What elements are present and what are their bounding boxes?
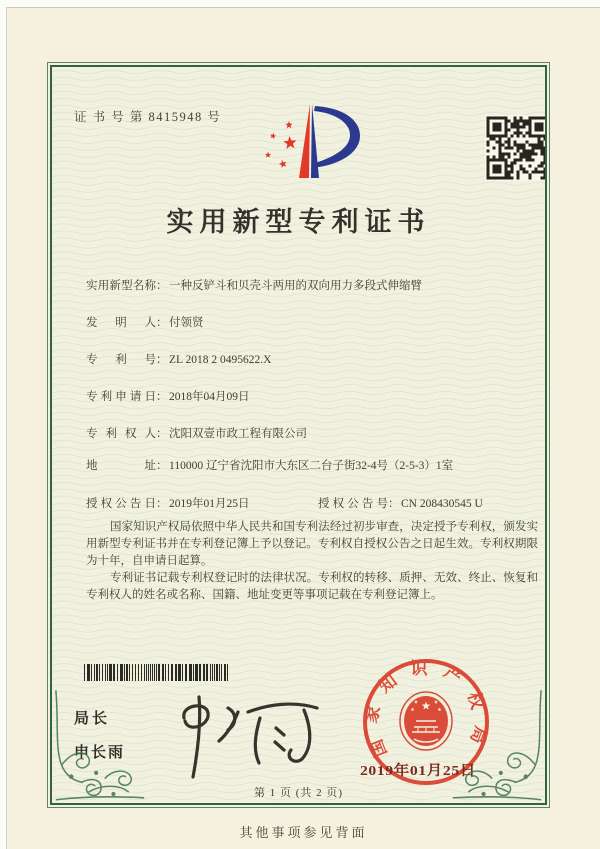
seal-emblem-icon [400,692,452,750]
seal-date: 2019年01月25日 [360,764,464,779]
field-value: 一种反铲斗和贝壳斗两用的双向用力多段式伸缩臂 [169,280,422,292]
field-label: 发明人 [86,317,156,329]
certificate-number: 证 书 号 第 8415948 号 [74,110,222,124]
field-row-patent-no [86,351,538,369]
field-label: 专利权人 [86,428,156,440]
field-row-filing-date [86,388,538,406]
commissioner-title: 局长 [74,710,111,727]
commissioner-name: 申长雨 [74,744,126,761]
logo-stars-icon [265,121,296,168]
grant-number-group [318,495,538,513]
field-value: 110000 辽宁省沈阳市大东区二台子街32-4号（2-5-3）1室 [169,460,454,472]
field-colon: ： [156,317,168,329]
field-row-grant [86,495,538,513]
field-label: 专利申请日 [86,391,156,403]
field-label: 专利号 [86,354,156,366]
field-row-address [86,457,538,475]
logo-p-bowl [314,106,360,167]
page-number: 第 1 页 (共 2 页) [253,787,344,799]
commissioner-signature [136,680,336,785]
field-value: 2018年04月09日 [169,391,250,403]
border-frame-inner [50,65,547,805]
certificate-paper [6,7,600,849]
certificate-title: 实用新型专利证书 [166,207,431,237]
seal-ring-text: 国家知识产权局 [361,659,491,760]
field-colon: ： [156,460,168,472]
field-row-patentee [86,425,538,443]
qr-code [485,115,547,181]
field-row-name [86,277,538,295]
field-colon: ： [156,280,168,292]
field-value: CN 208430545 U [401,498,483,510]
grant-date-group [86,495,318,513]
cnipa-logo-icon [254,95,374,183]
field-value: ZL 2018 2 0495622.X [169,354,272,366]
barcode [84,664,231,681]
field-value: 付领贤 [169,317,204,329]
border-frame [47,62,550,808]
body-paragraph: 国家知识产权局依照中华人民共和国专利法经过初步审查，决定授予专利权，颁发实用新型专利证书并在专利登记簿上予以登记。专利权自授权公告之日起生效。专利权期限为十年，自申请日起算。 [86,521,538,567]
field-colon: ： [156,428,168,440]
body-paragraph: 专利证书记载专利权登记时的法律状况。专利权的转移、质押、无效、终止、恢复和专利权人的姓名或名称、国籍、地址变更等事项记载在专利登记簿上。 [86,572,538,601]
legal-text [86,519,538,604]
field-colon: ： [156,391,168,403]
field-label: 授权公告号 [318,498,388,510]
back-note: 其他事项参见背面 [239,825,368,840]
field-colon: ： [156,354,168,366]
field-label: 授权公告日 [86,498,156,510]
logo-wedge [299,104,319,178]
field-value: 2019年01月25日 [169,498,250,510]
field-colon: ： [388,498,400,510]
field-row-inventor [86,314,538,332]
field-label: 地址 [86,460,156,472]
field-colon: ： [156,498,168,510]
field-label: 实用新型名称 [86,280,156,292]
field-value: 沈阳双壹市政工程有限公司 [169,428,307,440]
